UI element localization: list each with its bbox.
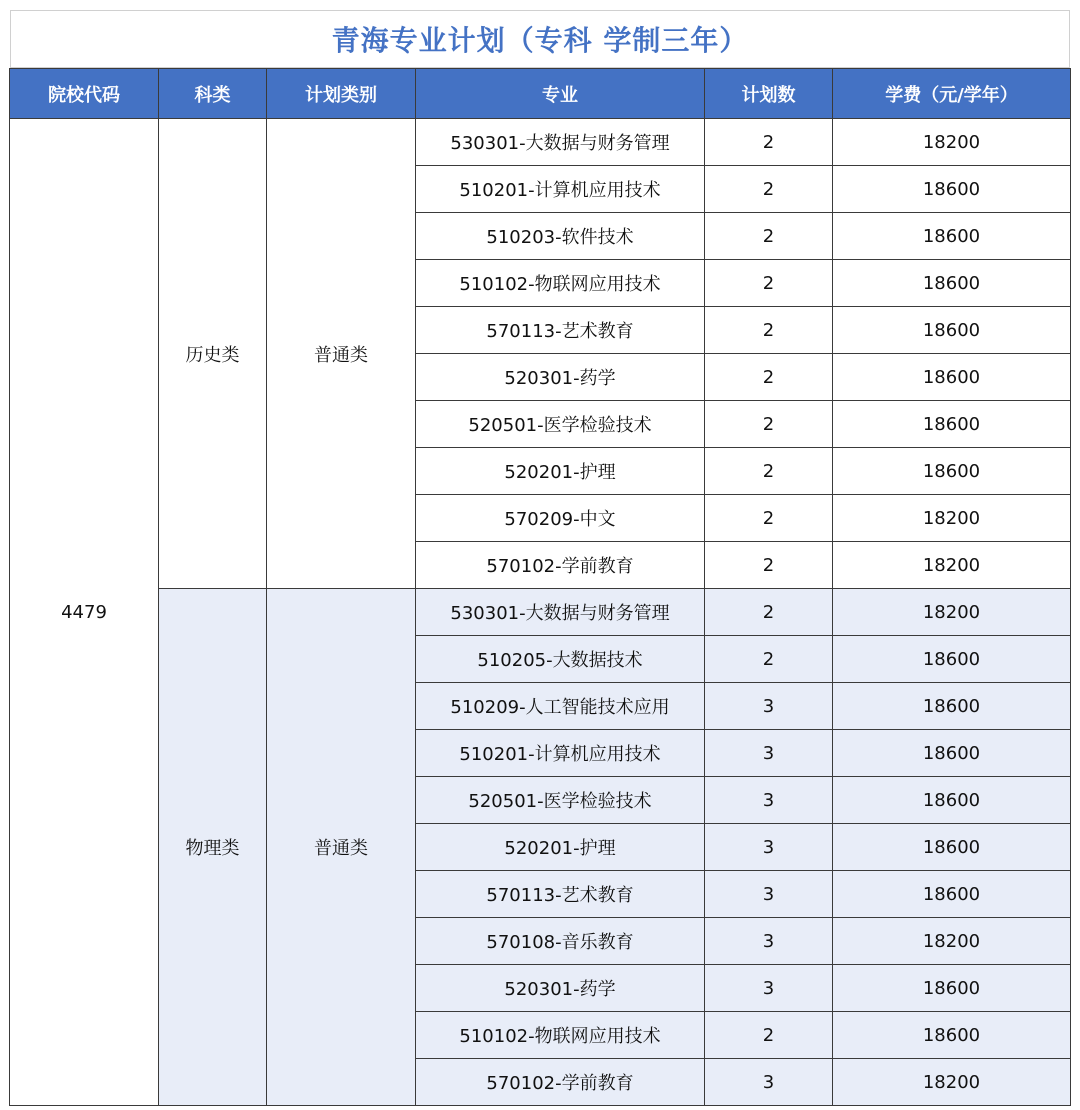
page-title: 青海专业计划（专科 学制三年） bbox=[10, 10, 1070, 68]
major-cell: 520201-护理 bbox=[416, 824, 705, 871]
plan-table bbox=[9, 68, 1071, 1106]
major-cell: 570209-中文 bbox=[416, 495, 705, 542]
major-cell: 520201-护理 bbox=[416, 448, 705, 495]
subject-cell: 历史类 bbox=[159, 119, 267, 589]
major-cell: 510203-软件技术 bbox=[416, 213, 705, 260]
plan-count-cell: 2 bbox=[705, 166, 833, 213]
plan-count-cell: 3 bbox=[705, 871, 833, 918]
header-subject: 科类 bbox=[159, 69, 267, 119]
subject-cell: 物理类 bbox=[159, 589, 267, 1106]
plan-count-cell: 3 bbox=[705, 777, 833, 824]
major-cell: 570108-音乐教育 bbox=[416, 918, 705, 965]
major-cell: 520501-医学检验技术 bbox=[416, 401, 705, 448]
tuition-cell: 18200 bbox=[833, 495, 1071, 542]
major-cell: 520501-医学检验技术 bbox=[416, 777, 705, 824]
plan-count-cell: 3 bbox=[705, 824, 833, 871]
plan-count-cell: 2 bbox=[705, 260, 833, 307]
plan-count-cell: 3 bbox=[705, 730, 833, 777]
plan-count-cell: 2 bbox=[705, 1012, 833, 1059]
tuition-cell: 18200 bbox=[833, 589, 1071, 636]
plan-count-cell: 2 bbox=[705, 495, 833, 542]
plan-count-cell: 2 bbox=[705, 213, 833, 260]
major-cell: 570113-艺术教育 bbox=[416, 307, 705, 354]
tuition-cell: 18600 bbox=[833, 213, 1071, 260]
tuition-cell: 18600 bbox=[833, 260, 1071, 307]
tuition-cell: 18600 bbox=[833, 730, 1071, 777]
plan-category-cell: 普通类 bbox=[267, 589, 416, 1106]
plan-count-cell: 2 bbox=[705, 542, 833, 589]
plan-count-cell: 3 bbox=[705, 965, 833, 1012]
tuition-cell: 18200 bbox=[833, 1059, 1071, 1106]
tuition-cell: 18200 bbox=[833, 119, 1071, 166]
major-cell: 510102-物联网应用技术 bbox=[416, 260, 705, 307]
major-cell: 520301-药学 bbox=[416, 965, 705, 1012]
plan-category-cell: 普通类 bbox=[267, 119, 416, 589]
plan-count-cell: 2 bbox=[705, 589, 833, 636]
header-major: 专业 bbox=[416, 69, 705, 119]
tuition-cell: 18200 bbox=[833, 542, 1071, 589]
plan-count-cell: 3 bbox=[705, 1059, 833, 1106]
plan-count-cell: 2 bbox=[705, 354, 833, 401]
major-cell: 570102-学前教育 bbox=[416, 1059, 705, 1106]
major-cell: 510201-计算机应用技术 bbox=[416, 730, 705, 777]
tuition-cell: 18600 bbox=[833, 824, 1071, 871]
major-cell: 510102-物联网应用技术 bbox=[416, 1012, 705, 1059]
major-cell: 510201-计算机应用技术 bbox=[416, 166, 705, 213]
header-plan-category: 计划类别 bbox=[267, 69, 416, 119]
plan-count-cell: 2 bbox=[705, 119, 833, 166]
major-cell: 570113-艺术教育 bbox=[416, 871, 705, 918]
tuition-cell: 18600 bbox=[833, 683, 1071, 730]
tuition-cell: 18600 bbox=[833, 307, 1071, 354]
major-cell: 530301-大数据与财务管理 bbox=[416, 589, 705, 636]
tuition-cell: 18600 bbox=[833, 636, 1071, 683]
tuition-cell: 18200 bbox=[833, 918, 1071, 965]
major-cell: 510205-大数据技术 bbox=[416, 636, 705, 683]
major-cell: 530301-大数据与财务管理 bbox=[416, 119, 705, 166]
major-cell: 520301-药学 bbox=[416, 354, 705, 401]
header-school-code: 院校代码 bbox=[10, 69, 159, 119]
tuition-cell: 18600 bbox=[833, 777, 1071, 824]
tuition-cell: 18600 bbox=[833, 166, 1071, 213]
header-row bbox=[10, 69, 1071, 119]
school-code-cell: 4479 bbox=[10, 119, 159, 1106]
major-cell: 510209-人工智能技术应用 bbox=[416, 683, 705, 730]
table-row bbox=[10, 119, 1071, 166]
plan-count-cell: 2 bbox=[705, 636, 833, 683]
tuition-cell: 18600 bbox=[833, 401, 1071, 448]
plan-count-cell: 2 bbox=[705, 307, 833, 354]
plan-count-cell: 3 bbox=[705, 683, 833, 730]
tuition-cell: 18600 bbox=[833, 448, 1071, 495]
plan-count-cell: 3 bbox=[705, 918, 833, 965]
tuition-cell: 18600 bbox=[833, 354, 1071, 401]
header-plan-count: 计划数 bbox=[705, 69, 833, 119]
major-cell: 570102-学前教育 bbox=[416, 542, 705, 589]
table-header bbox=[10, 69, 1071, 119]
plan-count-cell: 2 bbox=[705, 401, 833, 448]
table-body bbox=[10, 119, 1071, 1106]
plan-count-cell: 2 bbox=[705, 448, 833, 495]
tuition-cell: 18600 bbox=[833, 965, 1071, 1012]
table-row bbox=[10, 589, 1071, 636]
tuition-cell: 18600 bbox=[833, 1012, 1071, 1059]
header-tuition: 学费（元/学年） bbox=[833, 69, 1071, 119]
tuition-cell: 18600 bbox=[833, 871, 1071, 918]
